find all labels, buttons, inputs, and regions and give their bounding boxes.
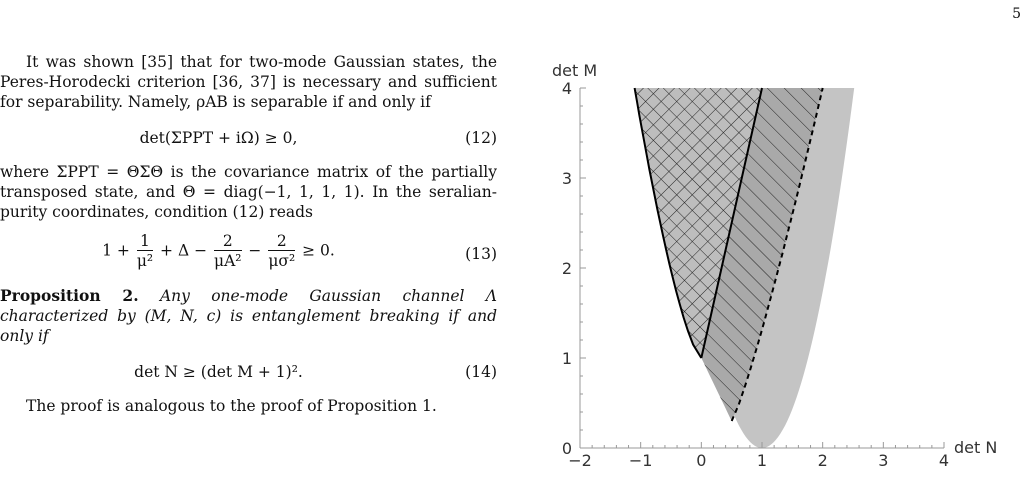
proposition-label: Proposition 2. (0, 286, 139, 305)
paragraph-3: The proof is analogous to the proof of Proposition 1. (26, 397, 437, 415)
x-tick-label: −2 (568, 451, 592, 470)
y-tick-label: 3 (561, 169, 572, 188)
eq13-frac-1-den: μ² (136, 252, 154, 270)
plot-area (552, 61, 997, 470)
eq13-frac-1-num: 1 (137, 232, 153, 251)
x-tick-label: 0 (696, 451, 707, 470)
eq13-mid: + Δ − (155, 241, 213, 260)
y-tick-label: 4 (561, 79, 572, 98)
equation-13-number: (13) (465, 245, 497, 263)
eq13-frac-2-num: 2 (214, 232, 241, 251)
x-tick-label: 3 (878, 451, 889, 470)
paragraph-2: where ΣPPT = ΘΣΘ is the covariance matrix of the partially transposed state, and Θ = diag(−1, 1, 1, 1). In the seralian-purity coordinates, condition (12) reads (0, 163, 497, 221)
y-axis-label: det M (552, 61, 598, 80)
page-number: 5 (1012, 6, 1021, 22)
equation-12-number: (12) (465, 129, 497, 147)
x-tick-label: 1 (756, 451, 768, 470)
x-axis-label: det N (954, 438, 998, 457)
y-tick-label: 2 (561, 259, 572, 278)
equation-12-body: det(ΣPPT + iΩ) ≥ 0, (139, 129, 298, 147)
eq13-lead: 1 + (102, 241, 135, 260)
eq13-frac-3-den: μσ² (268, 252, 296, 270)
equation-14-number: (14) (465, 363, 497, 381)
y-tick-label: 1 (561, 349, 572, 368)
proposition-text: Any one-mode Gaussian channel Λ characterized by (M, N, c) is entanglement breaking if and only if (0, 287, 497, 345)
eq13-tail: ≥ 0. (297, 241, 335, 260)
equation-14-body: det N ≥ (det M + 1)². (134, 363, 303, 381)
x-tick-label: 2 (817, 451, 828, 470)
eq13-frac-2-den: μA² (214, 252, 242, 270)
paragraph-1: It was shown [35] that for two-mode Gaussian states, the Peres-Horodecki criterion [36, 37] is necessary and sufficient for separability. Namely, ρAB is separable if and only if (0, 53, 497, 111)
y-tick-label: 0 (561, 439, 572, 458)
eq13-frac-3-num: 2 (268, 232, 295, 251)
x-tick-label: −1 (628, 451, 653, 470)
x-tick-label: 4 (938, 451, 950, 470)
eq13-minus: − (243, 241, 267, 260)
